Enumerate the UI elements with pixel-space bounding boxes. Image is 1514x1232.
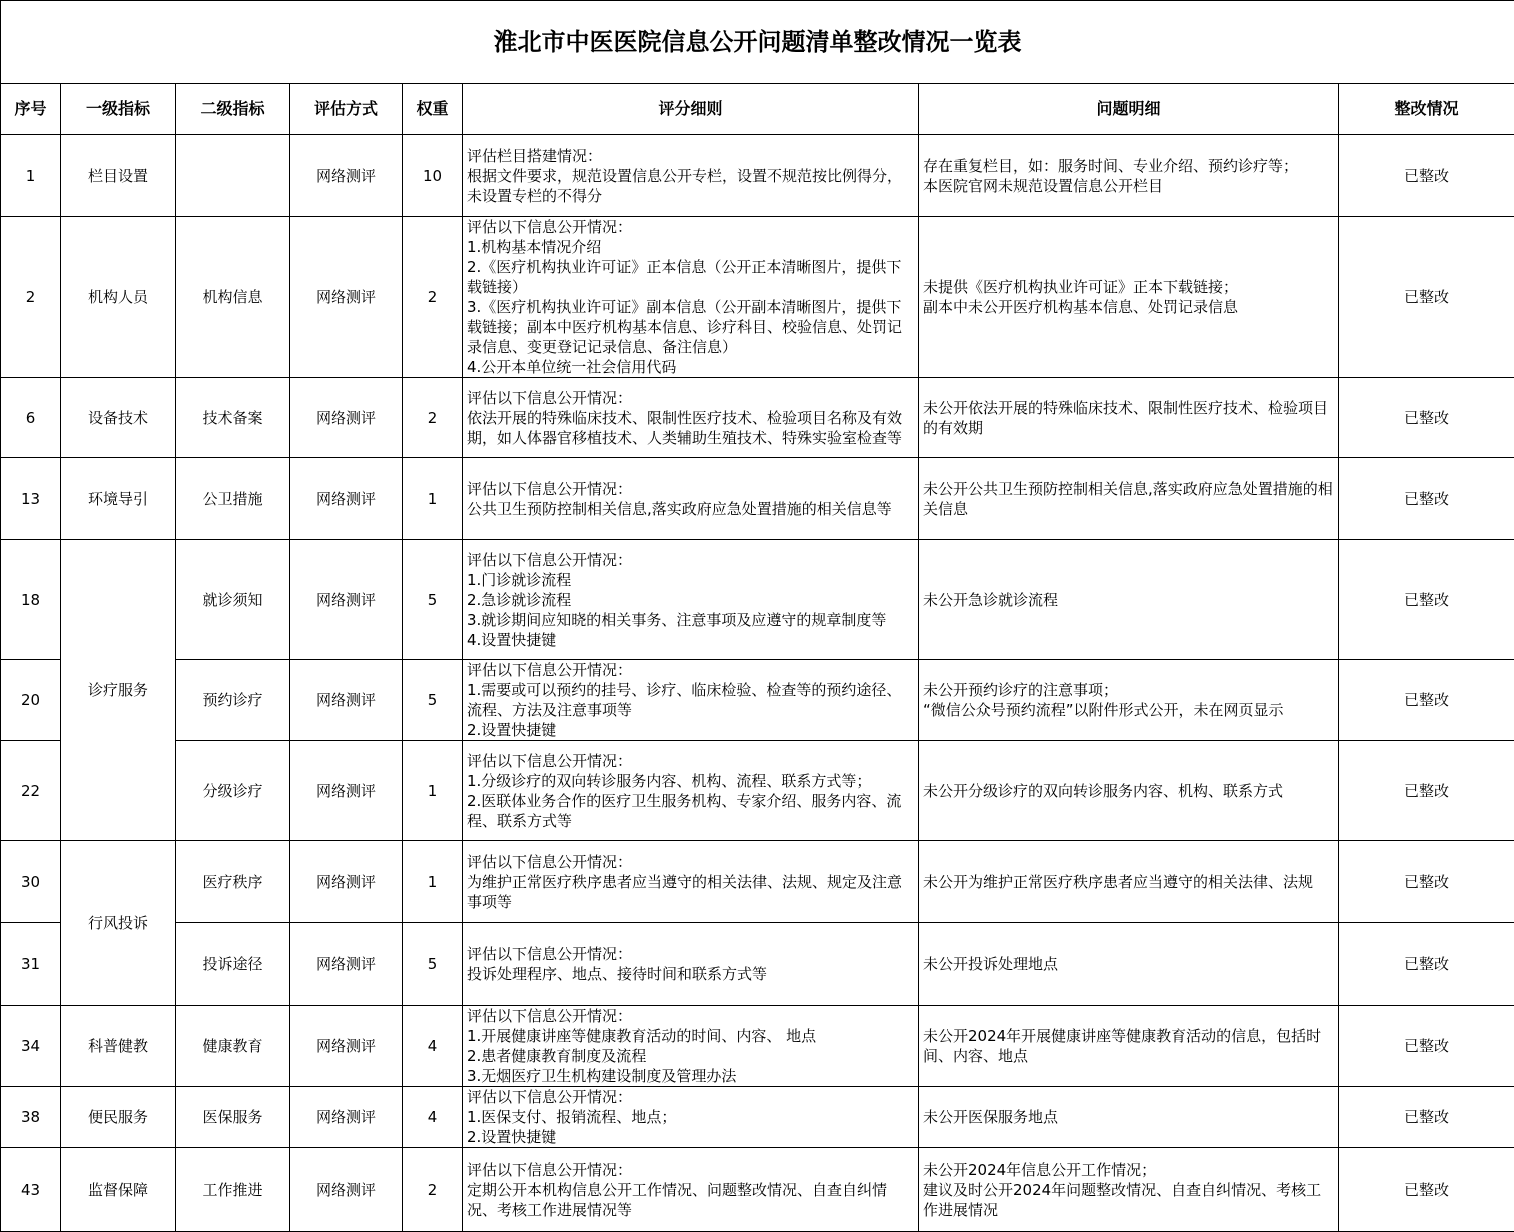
table-row — [1, 841, 1514, 923]
cell-level1: 诊疗服务 — [61, 540, 176, 841]
cell-rule: 评估以下信息公开情况： 公共卫生预防控制相关信息,落实政府应急处置措施的相关信息等 — [463, 458, 919, 540]
cell-issue: 存在重复栏目，如：服务时间、专业介绍、预约诊疗等； 本医院官网未规范设置信息公开栏目 — [919, 135, 1339, 217]
cell-no: 2 — [1, 217, 61, 378]
cell-status: 已整改 — [1339, 135, 1514, 217]
cell-issue: 未公开预约诊疗的注意事项； “微信公众号预约流程”以附件形式公开，未在网页显示 — [919, 660, 1339, 741]
cell-level1: 设备技术 — [61, 378, 176, 458]
cell-method: 网络测评 — [290, 660, 403, 741]
cell-issue: 未公开分级诊疗的双向转诊服务内容、机构、联系方式 — [919, 741, 1339, 841]
cell-level1: 行风投诉 — [61, 841, 176, 1006]
cell-no: 30 — [1, 841, 61, 923]
cell-no: 18 — [1, 540, 61, 660]
cell-status: 已整改 — [1339, 378, 1514, 458]
cell-weight: 1 — [403, 841, 463, 923]
cell-weight: 5 — [403, 540, 463, 660]
cell-status: 已整改 — [1339, 660, 1514, 741]
cell-level2: 工作推进 — [176, 1148, 290, 1232]
cell-level1: 环境导引 — [61, 458, 176, 540]
cell-rule: 评估栏目搭建情况： 根据文件要求，规范设置信息公开专栏，设置不规范按比例得分，未设置专栏的不得分 — [463, 135, 919, 217]
cell-no: 1 — [1, 135, 61, 217]
cell-rule: 评估以下信息公开情况： 1.分级诊疗的双向转诊服务内容、机构、流程、联系方式等； 2.医联体业务合作的医疗卫生服务机构、专家介绍、服务内容、流程、联系方式等 — [463, 741, 919, 841]
cell-method: 网络测评 — [290, 741, 403, 841]
cell-level2: 分级诊疗 — [176, 741, 290, 841]
cell-status: 已整改 — [1339, 1087, 1514, 1148]
cell-no: 6 — [1, 378, 61, 458]
cell-weight: 1 — [403, 458, 463, 540]
cell-level2: 预约诊疗 — [176, 660, 290, 741]
table-row — [1, 1148, 1514, 1232]
table-row — [1, 378, 1514, 458]
cell-status: 已整改 — [1339, 1148, 1514, 1232]
header-no: 序号 — [1, 84, 61, 135]
cell-level2: 医疗秩序 — [176, 841, 290, 923]
cell-no: 13 — [1, 458, 61, 540]
cell-no: 22 — [1, 741, 61, 841]
cell-issue: 未公开急诊就诊流程 — [919, 540, 1339, 660]
cell-rule: 评估以下信息公开情况： 依法开展的特殊临床技术、限制性医疗技术、检验项目名称及有效期，如人体器官移植技术、人类辅助生殖技术、特殊实验室检查等 — [463, 378, 919, 458]
cell-method: 网络测评 — [290, 1006, 403, 1087]
cell-method: 网络测评 — [290, 841, 403, 923]
cell-weight: 2 — [403, 217, 463, 378]
table-row — [1, 217, 1514, 378]
cell-level2: 就诊须知 — [176, 540, 290, 660]
cell-status: 已整改 — [1339, 540, 1514, 660]
cell-method: 网络测评 — [290, 217, 403, 378]
cell-method: 网络测评 — [290, 1148, 403, 1232]
cell-level1: 科普健教 — [61, 1006, 176, 1087]
header-row — [1, 84, 1514, 135]
cell-issue: 未提供《医疗机构执业许可证》正本下载链接； 副本中未公开医疗机构基本信息、处罚记录信息 — [919, 217, 1339, 378]
cell-method: 网络测评 — [290, 540, 403, 660]
cell-method: 网络测评 — [290, 1087, 403, 1148]
header-level2: 二级指标 — [176, 84, 290, 135]
cell-status: 已整改 — [1339, 458, 1514, 540]
cell-status: 已整改 — [1339, 1006, 1514, 1087]
cell-issue: 未公开依法开展的特殊临床技术、限制性医疗技术、检验项目的有效期 — [919, 378, 1339, 458]
cell-issue: 未公开投诉处理地点 — [919, 923, 1339, 1006]
cell-level1: 栏目设置 — [61, 135, 176, 217]
cell-no: 31 — [1, 923, 61, 1006]
cell-no: 34 — [1, 1006, 61, 1087]
table-row — [1, 540, 1514, 660]
cell-method: 网络测评 — [290, 458, 403, 540]
header-method: 评估方式 — [290, 84, 403, 135]
cell-rule: 评估以下信息公开情况： 1.开展健康讲座等健康教育活动的时间、内容、 地点 2.患者健康教育制度及流程 3.无烟医疗卫生机构建设制度及管理办法 — [463, 1006, 919, 1087]
table-row — [1, 1087, 1514, 1148]
cell-level2: 技术备案 — [176, 378, 290, 458]
cell-level1: 便民服务 — [61, 1087, 176, 1148]
header-issue: 问题明细 — [919, 84, 1339, 135]
cell-issue: 未公开医保服务地点 — [919, 1087, 1339, 1148]
table-row — [1, 923, 1514, 1006]
cell-level1: 机构人员 — [61, 217, 176, 378]
cell-weight: 2 — [403, 1148, 463, 1232]
cell-issue: 未公开2024年信息公开工作情况； 建议及时公开2024年问题整改情况、自查自纠情况、考核工作进展情况 — [919, 1148, 1339, 1232]
cell-issue: 未公开为维护正常医疗秩序患者应当遵守的相关法律、法规 — [919, 841, 1339, 923]
cell-level2: 公卫措施 — [176, 458, 290, 540]
cell-method: 网络测评 — [290, 378, 403, 458]
cell-status: 已整改 — [1339, 923, 1514, 1006]
cell-issue: 未公开公共卫生预防控制相关信息,落实政府应急处置措施的相关信息 — [919, 458, 1339, 540]
cell-status: 已整改 — [1339, 217, 1514, 378]
cell-no: 38 — [1, 1087, 61, 1148]
cell-weight: 2 — [403, 378, 463, 458]
header-rule: 评分细则 — [463, 84, 919, 135]
cell-weight: 10 — [403, 135, 463, 217]
cell-level2: 健康教育 — [176, 1006, 290, 1087]
cell-weight: 4 — [403, 1006, 463, 1087]
table-row — [1, 135, 1514, 217]
cell-rule: 评估以下信息公开情况： 投诉处理程序、地点、接待时间和联系方式等 — [463, 923, 919, 1006]
cell-no: 20 — [1, 660, 61, 741]
cell-level2 — [176, 135, 290, 217]
cell-weight: 4 — [403, 1087, 463, 1148]
cell-issue: 未公开2024年开展健康讲座等健康教育活动的信息，包括时间、内容、地点 — [919, 1006, 1339, 1087]
cell-no: 43 — [1, 1148, 61, 1232]
cell-status: 已整改 — [1339, 841, 1514, 923]
cell-level2: 投诉途径 — [176, 923, 290, 1006]
cell-level1: 监督保障 — [61, 1148, 176, 1232]
table-row — [1, 741, 1514, 841]
cell-rule: 评估以下信息公开情况： 1.门诊就诊流程 2.急诊就诊流程 3.就诊期间应知晓的相关事务、注意事项及应遵守的规章制度等 4.设置快捷键 — [463, 540, 919, 660]
cell-method: 网络测评 — [290, 135, 403, 217]
cell-rule: 评估以下信息公开情况： 1.需要或可以预约的挂号、诊疗、临床检验、检查等的预约途径、流程、方法及注意事项等 2.设置快捷键 — [463, 660, 919, 741]
cell-weight: 5 — [403, 923, 463, 1006]
cell-weight: 1 — [403, 741, 463, 841]
table-row — [1, 1006, 1514, 1087]
cell-level2: 医保服务 — [176, 1087, 290, 1148]
cell-rule: 评估以下信息公开情况： 1.医保支付、报销流程、地点； 2.设置快捷键 — [463, 1087, 919, 1148]
cell-method: 网络测评 — [290, 923, 403, 1006]
cell-weight: 5 — [403, 660, 463, 741]
cell-rule: 评估以下信息公开情况： 定期公开本机构信息公开工作情况、问题整改情况、自查自纠情况、考核工作进展情况等 — [463, 1148, 919, 1232]
table-title: 淮北市中医医院信息公开问题清单整改情况一览表 — [1, 1, 1514, 84]
cell-rule: 评估以下信息公开情况： 1.机构基本情况介绍 2.《医疗机构执业许可证》正本信息（公开正本清晰图片，提供下载链接） 3.《医疗机构执业许可证》副本信息（公开副本清晰图片，提供下载链接；副本中医疗机构基本信息、诊疗科目、校验信息、处罚记录信息、变更登记记录信息、备注信息） 4.公开本单位统一社会信用代码 — [463, 217, 919, 378]
header-weight: 权重 — [403, 84, 463, 135]
cell-rule: 评估以下信息公开情况： 为维护正常医疗秩序患者应当遵守的相关法律、法规、规定及注意事项等 — [463, 841, 919, 923]
table-row — [1, 660, 1514, 741]
header-status: 整改情况 — [1339, 84, 1514, 135]
cell-status: 已整改 — [1339, 741, 1514, 841]
cell-level2: 机构信息 — [176, 217, 290, 378]
header-level1: 一级指标 — [61, 84, 176, 135]
table-row — [1, 458, 1514, 540]
